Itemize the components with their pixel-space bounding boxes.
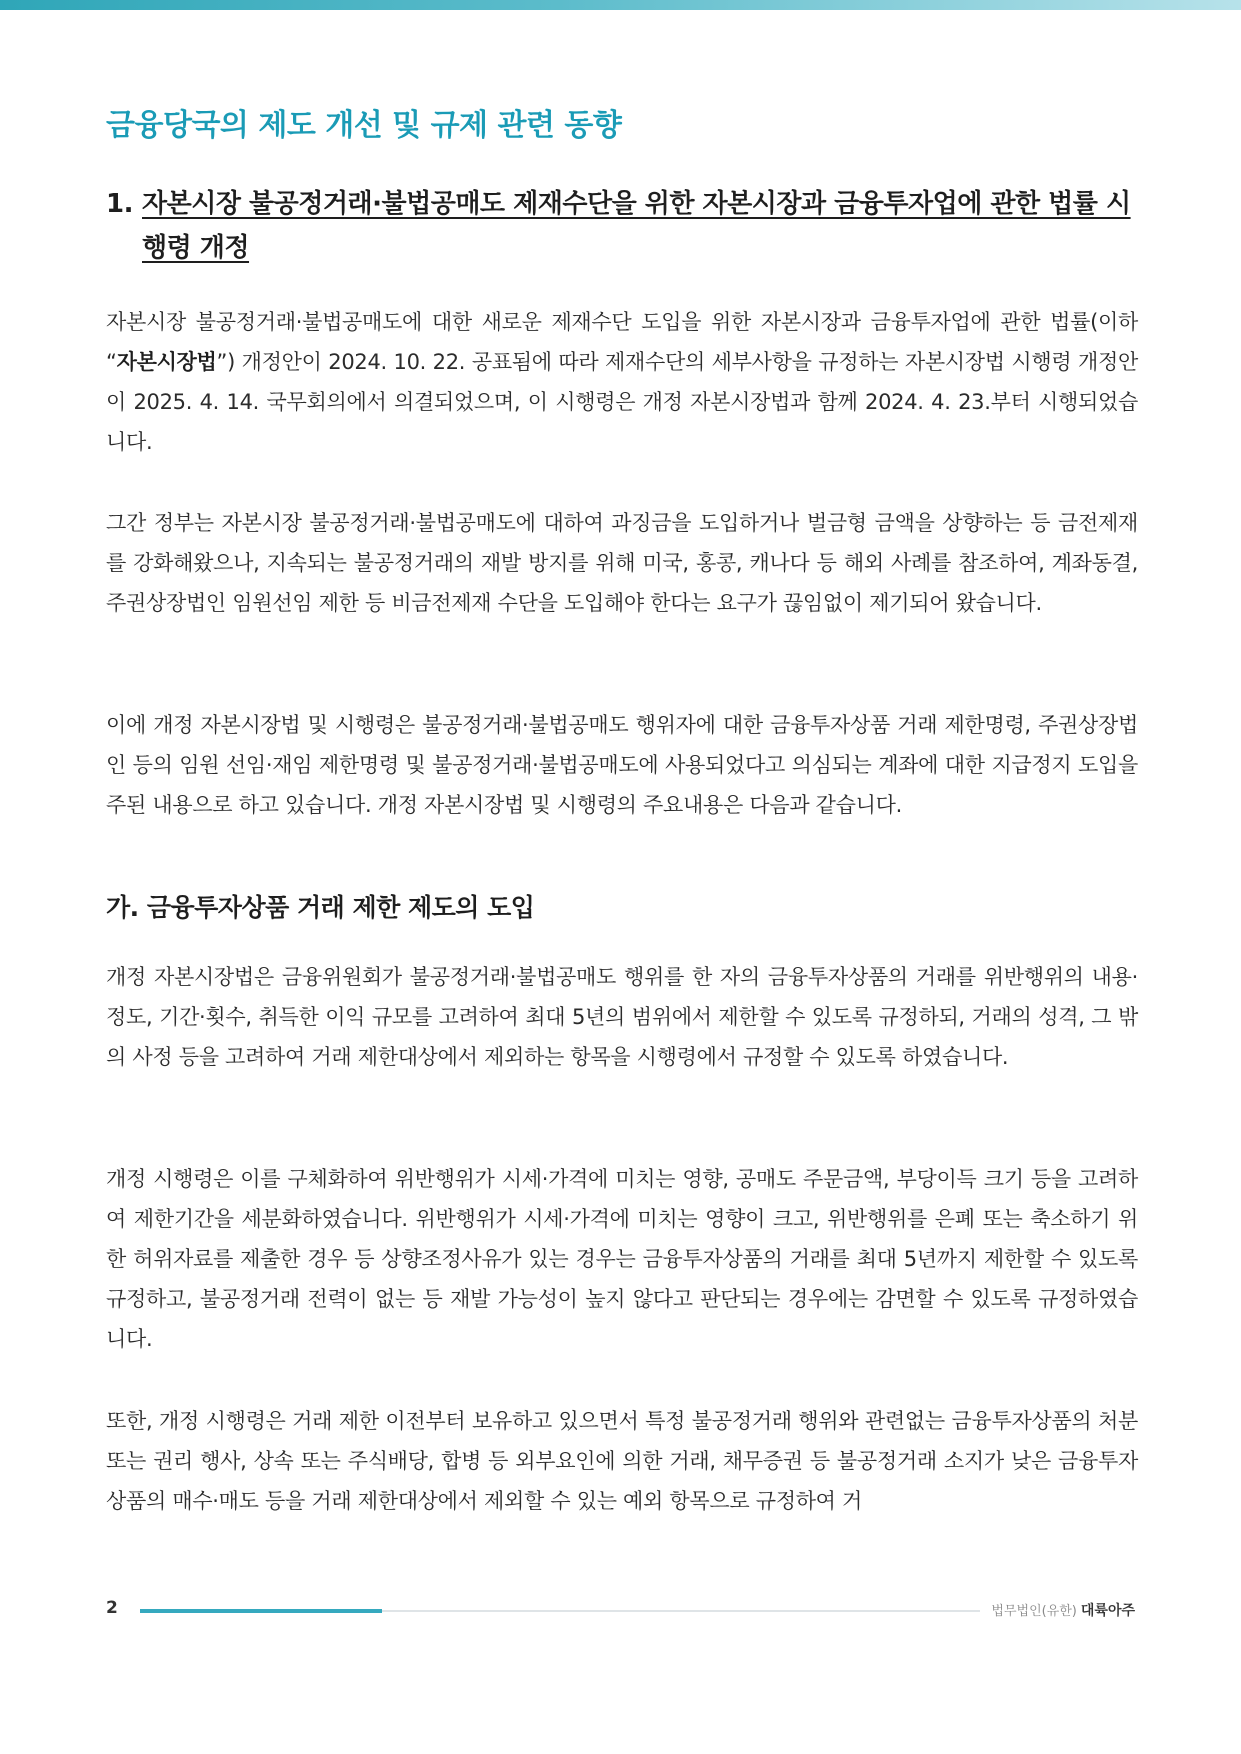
paragraph-text: 또한, 개정 시행령은 거래 제한 이전부터 보유하고 있으면서 특정 불공정거래 행위와 관련없는 금융투자상품의 처분 또는 권리 행사, 상속 또는 주식배당, 합병 등 외부요인에 의한 거래, 채무증권 등 불공정거래 소지가 낮은 금융투자상품의 매수·매도 등을 거래 제한대상에서 제외할 수 있는 예외 항목으로 규정하여 거 (106, 1409, 1138, 1513)
page-footer (0, 1598, 1241, 1628)
firm-prefix: 법무법인(유한) (991, 1604, 1077, 1619)
footer-divider-accent (140, 1609, 382, 1613)
section-1-title: 자본시장 불공정거래·불법공매도 제재수단을 위한 자본시장과 금융투자업에 관한 법률 시행령 개정 (142, 189, 1131, 263)
firm-brand-name: 대륙아주 (1080, 1603, 1135, 1619)
paragraph-text: ”) 개정안이 2024. 10. 22. 공표됨에 따라 제재수단의 세부사항을 규정하는 자본시장법 시행령 개정안이 2025. 4. 14. 국무회의에서 의결되었으며, 이 시행령은 개정 자본시장법과 함께 2024. 4. 23.부터 시행되었습니다. (106, 350, 1138, 454)
firm-logo-text (991, 1600, 1135, 1620)
section-1-number: 1. (106, 189, 133, 219)
paragraph-text: 개정 자본시장법은 금융위원회가 불공정거래·불법공매도 행위를 한 자의 금융투자상품의 거래를 위반행위의 내용·정도, 기간·횟수, 취득한 이익 규모를 고려하여 최대 5년의 범위에서 제한할 수 있도록 규정하되, 거래의 성격, 그 밖의 사정 등을 고려하여 거래 제한대상에서 제외하는 항목을 시행령에서 규정할 수 있도록 하였습니다. (106, 965, 1138, 1069)
subsection-ga-paragraph-1 (106, 957, 1138, 1077)
section-1-paragraph-2 (106, 503, 1138, 623)
subsection-ga-paragraph-2 (106, 1159, 1138, 1359)
section-1-paragraph-1 (106, 302, 1138, 462)
paragraph-text: 그간 정부는 자본시장 불공정거래·불법공매도에 대하여 과징금을 도입하거나 벌금형 금액을 상향하는 등 금전제재를 강화해왔으나, 지속되는 불공정거래의 재발 방지를 위해 미국, 홍콩, 캐나다 등 해외 사례를 참조하여, 계좌동결, 주권상장법인 임원선임 제한 등 비금전제재 수단을 도입해야 한다는 요구가 끊임없이 제기되어 왔습니다. (106, 511, 1138, 615)
bold-term: 자본시장법 (116, 350, 217, 374)
footer-divider (140, 1610, 980, 1612)
subsection-ga-paragraph-3 (106, 1401, 1138, 1521)
section-1-paragraph-3 (106, 705, 1138, 825)
page-title: 금융당국의 제도 개선 및 규제 관련 동향 (106, 108, 622, 143)
top-accent-bar (0, 0, 1241, 10)
page-number: 2 (106, 1598, 118, 1618)
section-1-heading (106, 182, 1146, 270)
subsection-ga-heading: 가. 금융투자상품 거래 제한 제도의 도입 (106, 893, 535, 922)
paragraph-text: 자본시장 불공정거래·불법공매도에 대한 새로운 제재수단 도입을 위한 자본시장과 금융투자업에 관한 법률(이하 “ (106, 310, 1138, 374)
paragraph-text: 개정 시행령은 이를 구체화하여 위반행위가 시세·가격에 미치는 영향, 공매도 주문금액, 부당이득 크기 등을 고려하여 제한기간을 세분화하였습니다. 위반행위가 시세·가격에 미치는 영향이 크고, 위반행위를 은폐 또는 축소하기 위한 허위자료를 제출한 경우 등 상향조정사유가 있는 경우는 금융투자상품의 거래를 최대 5년까지 제한할 수 있도록 규정하고, 불공정거래 전력이 없는 등 재발 가능성이 높지 않다고 판단되는 경우에는 감면할 수 있도록 규정하였습니다. (106, 1167, 1138, 1351)
paragraph-text: 이에 개정 자본시장법 및 시행령은 불공정거래·불법공매도 행위자에 대한 금융투자상품 거래 제한명령, 주권상장법인 등의 임원 선임·재임 제한명령 및 불공정거래·불법공매도에 사용되었다고 의심되는 계좌에 대한 지급정지 도입을 주된 내용으로 하고 있습니다. 개정 자본시장법 및 시행령의 주요내용은 다음과 같습니다. (106, 713, 1138, 817)
